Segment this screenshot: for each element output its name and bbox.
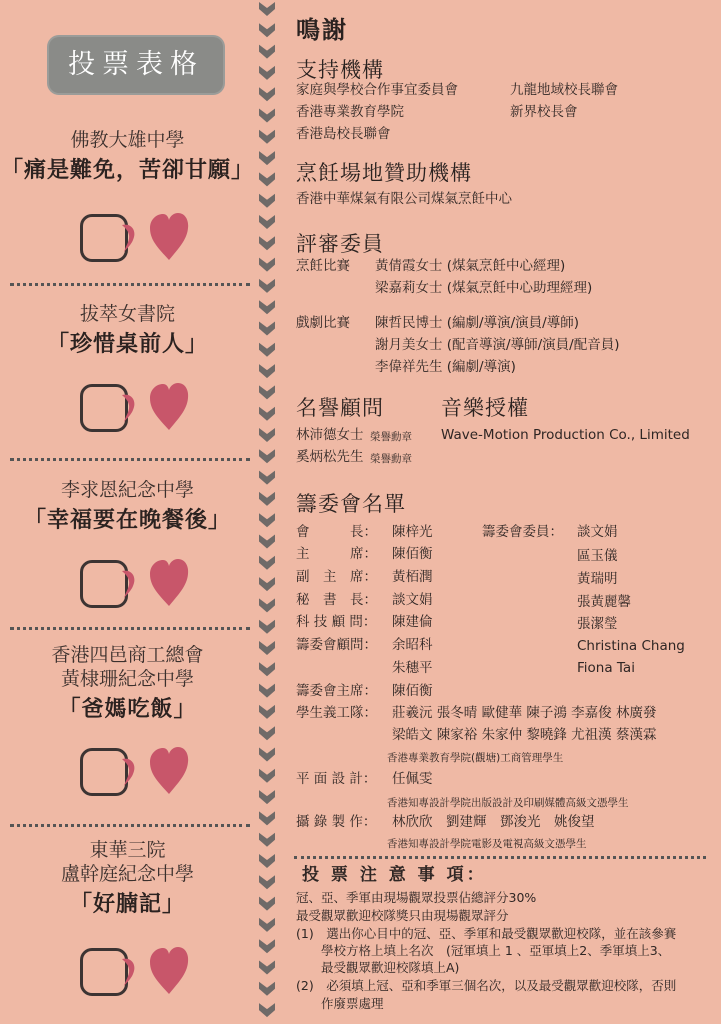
entry-school: 佛教大雄中學	[70, 129, 185, 151]
chevron-down-icon	[259, 662, 275, 676]
heart-icon	[148, 212, 190, 262]
small-heart-icon	[120, 953, 138, 989]
entry-school: 香港四邑商工總會	[51, 644, 204, 666]
advisor-honor: 榮譽勳章	[370, 453, 412, 465]
chevron-down-icon	[259, 109, 275, 123]
voting-note: 學校方格上填上名次 (冠軍填上 1 、亞軍填上2、季軍填上3、	[296, 943, 671, 958]
chevron-down-icon	[259, 556, 275, 570]
support-org: 香港島校長聯會	[296, 126, 391, 142]
music-heading: 音樂授權	[441, 396, 529, 420]
chevron-down-icon	[259, 705, 275, 719]
divider	[10, 824, 250, 827]
committee-name: 黃栢潤	[392, 569, 433, 585]
entry-title: 「好腩記」	[69, 892, 185, 917]
chevron-down-icon	[259, 1003, 275, 1017]
venue-heading: 烹飪場地贊助機構	[296, 161, 472, 185]
video-note: 香港知專設計學院電影及電視高級文憑學生	[387, 838, 587, 850]
voting-note: 最受觀眾歡迎校隊填上A)	[296, 960, 460, 975]
entry-school: 拔萃女書院	[79, 303, 175, 325]
heart-icon	[148, 382, 190, 432]
chevron-down-icon	[259, 385, 275, 399]
advisor-name: 林沛德女士	[296, 427, 364, 443]
support-heading: 支持機構	[296, 58, 384, 82]
small-heart-icon	[120, 389, 138, 425]
chevron-down-icon	[259, 2, 275, 16]
design-label: 平 面 設 計：	[296, 771, 377, 787]
heart-icon	[148, 746, 190, 796]
chevron-down-icon	[259, 343, 275, 357]
chevron-down-icon	[259, 918, 275, 932]
chevron-down-icon	[259, 790, 275, 804]
small-heart-icon	[120, 753, 138, 789]
voting-note: 冠、亞、季軍由現場觀眾投票佔總評分30%	[296, 890, 537, 905]
small-heart-icon	[120, 219, 138, 255]
members-label: 籌委會委員：	[482, 524, 563, 540]
chevron-down-icon	[259, 982, 275, 996]
chevron-down-icon	[259, 471, 275, 485]
chevron-down-icon	[259, 194, 275, 208]
chevron-down-icon	[259, 428, 275, 442]
design-note: 香港知專設計學院出版設計及印刷媒體高級文憑學生	[387, 797, 629, 809]
chevron-down-icon	[259, 641, 275, 655]
chevron-down-icon	[259, 684, 275, 698]
committee-name: 陳建倫	[392, 614, 433, 630]
chevron-down-icon	[259, 87, 275, 101]
committee-role: 副 主 席：	[296, 569, 377, 585]
chevron-down-icon	[259, 854, 275, 868]
chevron-down-icon	[259, 449, 275, 463]
chevron-down-icon	[259, 961, 275, 975]
committee-heading: 籌委會名單	[296, 492, 406, 516]
advisor-name: 奚炳松先生	[296, 449, 364, 465]
entry-5	[0, 838, 255, 920]
venue-sponsor: 香港中華煤氣有限公司煤氣烹飪中心	[296, 191, 512, 207]
arrow-divider	[257, 0, 277, 1024]
entry-1	[0, 128, 255, 186]
volunteers-label: 學生義工隊：	[296, 705, 377, 721]
judge: 黃倩霞女士 (煤氣烹飪中心經理)	[375, 258, 566, 274]
chevron-down-icon	[259, 769, 275, 783]
judge: 梁嘉莉女士 (煤氣烹飪中心助理經理)	[375, 280, 593, 296]
judge: 李偉祥先生 (編劇/導演)	[375, 359, 516, 375]
member: 黃瑞明	[577, 571, 618, 587]
voting-notes-heading: 投 票 注 意 事 項：	[302, 865, 487, 885]
committee-name: 陳梓光	[392, 524, 433, 540]
chevron-down-icon	[259, 364, 275, 378]
divider	[10, 283, 250, 286]
chevron-down-icon	[259, 833, 275, 847]
chevron-down-icon	[259, 513, 275, 527]
heart-icon	[148, 946, 190, 996]
voting-note: 最受觀眾歡迎校隊獎只由現場觀眾評分	[296, 908, 509, 923]
chair-name: 陳佰衡	[392, 683, 433, 699]
chevron-down-icon	[259, 279, 275, 293]
voting-note: 作廢票處理	[296, 996, 384, 1011]
divider	[294, 856, 706, 859]
committee-name: 朱穗平	[392, 660, 433, 676]
chevron-down-icon	[259, 492, 275, 506]
member: 張黃麗馨	[577, 594, 631, 610]
member: 談文娟	[577, 524, 618, 540]
chevron-down-icon	[259, 407, 275, 421]
chevron-down-icon	[259, 875, 275, 889]
entry-3	[0, 478, 255, 536]
chevron-down-icon	[259, 258, 275, 272]
voting-form-column	[0, 0, 255, 1024]
entry-school: 李求恩紀念中學	[60, 479, 194, 501]
chevron-down-icon	[259, 939, 275, 953]
small-heart-icon	[120, 565, 138, 601]
chevron-down-icon	[259, 726, 275, 740]
committee-name: 談文娟	[392, 592, 433, 608]
member: Christina Chang	[577, 638, 685, 654]
judges-heading: 評審委員	[296, 232, 384, 256]
chevron-down-icon	[259, 577, 275, 591]
volunteers-line: 梁皓文 陳家裕 朱家仲 黎曉鋒 尤祖漢 蔡漢霖	[392, 727, 657, 743]
video-names: 林欣欣 劉建輝 鄧浚光 姚俊望	[392, 814, 595, 830]
chair-role: 籌委會主席：	[296, 683, 377, 699]
committee-role: 科 技 顧 問：	[296, 614, 377, 630]
chevron-down-icon	[259, 151, 275, 165]
divider	[10, 627, 250, 630]
music-license: Wave-Motion Production Co., Limited	[441, 427, 690, 443]
judge: 陳哲民博士 (編劇/導演/演員/導師)	[375, 315, 579, 331]
entry-school: 東華三院	[89, 839, 166, 861]
video-label: 攝 錄 製 作：	[296, 814, 377, 830]
chevron-down-icon	[259, 620, 275, 634]
committee-name: 余昭科	[392, 637, 433, 653]
chevron-down-icon	[259, 748, 275, 762]
member: 區玉儀	[577, 548, 618, 564]
committee-role: 秘 書 長：	[296, 592, 377, 608]
advisor-honor: 榮譽勳章	[370, 431, 412, 443]
chevron-down-icon	[259, 322, 275, 336]
drama-label: 戲劇比賽	[296, 315, 350, 331]
entry-title: 「幸福要在晚餐後」	[23, 508, 231, 533]
acknowledgements-heading: 鳴謝	[296, 16, 348, 44]
support-org: 九龍地域校長聯會	[510, 82, 618, 98]
chevron-down-icon	[259, 66, 275, 80]
chevron-down-icon	[259, 215, 275, 229]
voting-note: (2) 必須填上冠、亞和季軍三個名次，以及最受觀眾歡迎校隊，否則	[296, 978, 677, 993]
committee-role: 主 席：	[296, 546, 377, 562]
chevron-down-icon	[259, 23, 275, 37]
entry-title: 「爸媽吃飯」	[58, 697, 197, 722]
entry-title: 「痛是難免，苦卻甘願」	[0, 158, 254, 183]
member: Fiona Tai	[577, 660, 635, 676]
chevron-down-icon	[259, 897, 275, 911]
chevron-down-icon	[259, 172, 275, 186]
volunteers-line: 莊羲沅 張冬晴 歐健華 陳子鴻 李嘉俊 林廣發	[392, 705, 657, 721]
chevron-down-icon	[259, 598, 275, 612]
member: 張潔瑩	[577, 616, 618, 632]
judge: 謝月美女士 (配音導演/導師/演員/配音員)	[375, 337, 620, 353]
entry-school-line2: 黃棣珊紀念中學	[60, 668, 194, 690]
chevron-down-icon	[259, 535, 275, 549]
chevron-down-icon	[259, 811, 275, 825]
heart-icon	[148, 558, 190, 608]
committee-name: 陳佰衡	[392, 546, 433, 562]
chevron-down-icon	[259, 236, 275, 250]
committee-role: 籌委會顧問：	[296, 637, 377, 653]
entry-school-line2: 盧幹庭紀念中學	[60, 863, 194, 885]
committee-role: 會 長：	[296, 524, 377, 540]
volunteers-note: 香港專業教育學院(觀塘)工商管理學生	[387, 752, 564, 764]
design-name: 任佩雯	[392, 771, 433, 787]
cooking-label: 烹飪比賽	[296, 258, 350, 274]
voting-note: (1) 選出你心目中的冠、亞、季軍和最受觀眾歡迎校隊，並在該參賽	[296, 926, 677, 941]
support-org: 家庭與學校合作事宜委員會	[296, 82, 458, 98]
advisor-heading: 名譽顧問	[296, 396, 384, 420]
entry-4	[0, 643, 255, 725]
entry-title: 「珍惜桌前人」	[46, 332, 208, 357]
chevron-down-icon	[259, 300, 275, 314]
support-org: 新界校長會	[510, 104, 578, 120]
divider	[10, 458, 250, 461]
voting-form-badge: 投票表格	[47, 35, 225, 95]
chevron-down-icon	[259, 45, 275, 59]
chevron-down-icon	[259, 130, 275, 144]
support-org: 香港專業教育學院	[296, 104, 404, 120]
entry-2	[0, 302, 255, 360]
